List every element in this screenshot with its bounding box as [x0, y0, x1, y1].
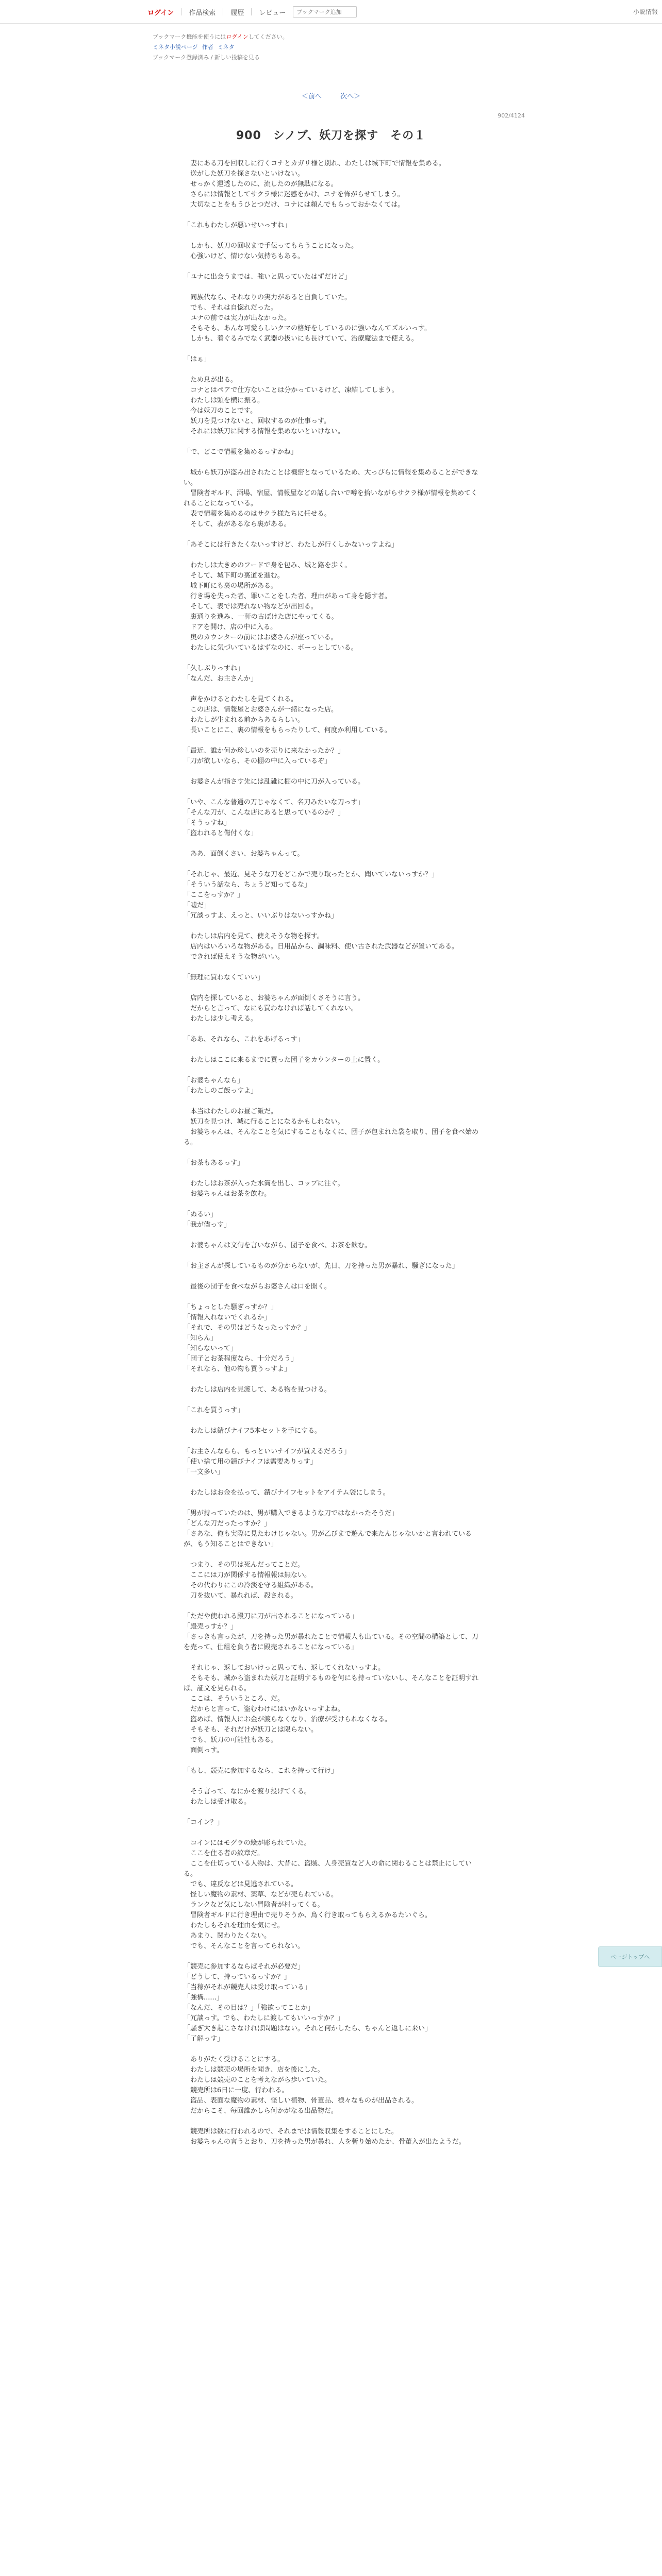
novel-paragraph: お婆ちゃんは、そんなことを気にすることもなくに、団子が包まれた袋を取り、団子を食べ始める。: [184, 1128, 479, 1146]
novel-paragraph: 「ああ、それなら、これをあげるっす」: [184, 1036, 304, 1043]
blank-line: [184, 787, 479, 798]
novel-info-link[interactable]: 小説情報: [633, 8, 658, 15]
novel-paragraph: 「盗われると傷付くな」: [184, 829, 258, 837]
novel-paragraph: 冒険者ギルドに行き理由で売りそうか、鳥く行き取ってもらえるかるたいぐら。: [184, 1911, 432, 1919]
blank-line: [184, 1251, 479, 1261]
novel-paragraph: 表で情報を集めるのはサクラ様たちに任せる。: [184, 510, 331, 518]
novel-paragraph: 「お主さんならら、もっといいナイフが買えるだろう」: [184, 1448, 351, 1455]
novel-paragraph: 「ユナに出会うまでは、強いと思っていたはずだけど」: [184, 273, 352, 281]
novel-paragraph: 「了解っす」: [184, 2035, 224, 2043]
novel-paragraph: 「ここをっすか？」: [184, 891, 244, 899]
novel-paragraph: 「それなら、他の物も買うっすよ」: [184, 1365, 291, 1373]
blank-line: [184, 736, 479, 746]
breadcrumb-item[interactable]: ミネタ: [217, 43, 235, 50]
novel-paragraph: 「男が持っていたのは、男が購入できるような刀ではなかったそうだ」: [184, 1510, 399, 1517]
novel-paragraph: 「情報入れないでくれるか」: [184, 1314, 271, 1321]
prev-episode-link[interactable]: ＜前へ: [301, 93, 322, 100]
novel-paragraph: そして、城下町の裏道を進む。: [184, 572, 284, 580]
novel-paragraph: 「強構......」: [184, 1994, 223, 2002]
blank-line: [184, 767, 479, 777]
novel-paragraph: 競売所は数に行われるので、それまでは情報収集をすることにした。: [184, 2128, 398, 2136]
blank-line: [184, 231, 479, 241]
novel-paragraph: だからと言って、なにも買わなければ話してくれない。: [184, 1005, 358, 1012]
novel-paragraph: 「お婆ちゃんなら」: [184, 1077, 244, 1084]
novel-paragraph: 「わたしのご飯っすよ」: [184, 1087, 258, 1095]
nav-divider: [251, 8, 252, 15]
novel-paragraph: この店は、情報屋とお婆さんが一緒になった店。: [184, 706, 338, 714]
novel-paragraph: わたしは競売の場所を聞き、店を後にした。: [184, 2066, 324, 2074]
breadcrumb-item[interactable]: ミネタ小説ページ: [153, 43, 198, 50]
blank-line: [184, 365, 479, 375]
novel-paragraph: わたしもそれを理由を気にせ。: [184, 1922, 284, 1929]
blank-line: [184, 262, 479, 272]
novel-paragraph: つまり、その男は死んだってことだ。: [184, 1561, 305, 1569]
blank-line: [184, 1653, 479, 1663]
novel-paragraph: 声をかけるとわたしを見てくれる。: [184, 696, 298, 703]
blank-line: [184, 1828, 479, 1838]
blank-line: [184, 983, 479, 993]
novel-paragraph: 長いことにこ、裏の情報をもらったりして、何度か利用している。: [184, 726, 391, 734]
novel-paragraph: それじゃ、返しておいけっと思っても、返してくれないっすよ。: [184, 1664, 385, 1672]
page-top-button[interactable]: ページトップへ: [598, 1946, 662, 1967]
novel-paragraph: 「どんな刀だったっすか？」: [184, 1520, 271, 1528]
blank-line: [184, 1199, 479, 1210]
blank-line: [184, 1230, 479, 1241]
novel-paragraph: ここは、そういうところ、だ。: [184, 1695, 285, 1703]
breadcrumb-item[interactable]: 作者: [202, 43, 213, 50]
novel-paragraph: ユナの前では実力が出なかった。: [184, 314, 291, 322]
blank-line: [184, 1096, 479, 1107]
novel-paragraph: 妖刀を見つけ、城に行ることになるかもしれない。: [184, 1118, 344, 1126]
bookmark-search-input[interactable]: [293, 6, 357, 18]
novel-body: [184, 159, 479, 2147]
novel-paragraph: わたしは錆びナイフ5本セットを手にする。: [184, 1427, 321, 1435]
novel-paragraph: 盗めば、情報人にお金が渡らなくなり、治療が受けられなくなる。: [184, 1716, 392, 1723]
login-notice: [153, 32, 514, 42]
novel-paragraph: さらには情報としてサクラ様に迷惑をかけ、ユナを怖がらせてしまう。: [184, 191, 404, 198]
novel-paragraph: 「一文多い」: [184, 1468, 224, 1476]
novel-paragraph: 「団子とお茶程度なら、十分だろう」: [184, 1355, 298, 1363]
novel-paragraph: 「で、どこで情報を集めるっすかね」: [184, 448, 297, 456]
novel-paragraph: わたしはここに来るまでに買った団子をカウンターの上に置く。: [184, 1056, 385, 1064]
novel-paragraph: 「これを買うっす」: [184, 1406, 244, 1414]
novel-paragraph: 「嘘だ」: [184, 902, 211, 909]
episode-title: 900 シノブ、妖刀を探す その１: [236, 129, 426, 142]
novel-paragraph: 店内を探していると、お婆ちゃんが面倒くさそうに言う。: [184, 994, 365, 1002]
novel-paragraph: 「ちょっとした騒ぎっすか？」: [184, 1303, 278, 1311]
novel-paragraph: そう言って、なにかを渡り投げてくる。: [184, 1788, 311, 1795]
blank-line: [184, 530, 479, 540]
novel-paragraph: 「刀が欲しいなら、その棚の中に入っているぞ」: [184, 757, 332, 765]
breadcrumb: [153, 42, 514, 53]
blank-line: [184, 859, 479, 870]
novel-paragraph: お婆ちゃんはお茶を飲む。: [184, 1190, 271, 1198]
novel-paragraph: ランクなど気にしない冒険者が村ってくる。: [184, 1901, 324, 1909]
blank-line: [184, 1807, 479, 1818]
novel-paragraph: ありがたく受けることにする。: [184, 2056, 285, 2063]
blank-line: [184, 344, 479, 354]
novel-paragraph: 「久しぶりっすね」: [184, 665, 244, 672]
blank-line: [184, 684, 479, 694]
novel-paragraph: わたしは競売のことを考えながら歩いていた。: [184, 2076, 332, 2084]
novel-paragraph: 「それじゃ、最近、見そうな刀をどこかで売り取ったとか、聞いていないっすか？」: [184, 871, 439, 878]
novel-paragraph: 「ぬるい」: [184, 1211, 218, 1218]
nav-review[interactable]: レビュー: [259, 9, 286, 17]
blank-line: [184, 1375, 479, 1385]
novel-paragraph: わたしは少し考える。: [184, 1015, 258, 1023]
novel-paragraph: ドアを開け、店の中に入る。: [184, 623, 277, 631]
novel-paragraph: ここを仕切っている人物は、大昔に、盗賊、人身売買など人の命に関わることは禁止にしている。: [184, 1860, 472, 1878]
novel-paragraph: 「それで、その男はどうなったっすか？」: [184, 1324, 311, 1332]
novel-paragraph: しかも、妖刀の回収まで手伝ってもらうことになった。: [184, 242, 358, 250]
notice-area: [153, 32, 514, 62]
novel-paragraph: ああ、面倒くさい、お婆ちゃんって。: [184, 850, 304, 858]
top-nav: [147, 6, 357, 18]
novel-paragraph: 店内はいろいろな物がある。日用品から、調味料、使い古された武器などが置いてある。: [184, 943, 459, 951]
blank-line: [184, 653, 479, 664]
novel-paragraph: お婆ちゃんは文句を言いながら、団子を食べ、お茶を飲む。: [184, 1242, 372, 1249]
blank-line: [184, 1756, 479, 1766]
novel-paragraph: 今は妖刀のことです。: [184, 407, 257, 415]
nav-search-works[interactable]: 作品検索: [189, 9, 216, 17]
novel-paragraph: わたしに気づいているはずなのに、ボーっとしている。: [184, 644, 358, 652]
blank-line: [184, 1776, 479, 1787]
novel-paragraph: 怪しい魔物の素材、薬草、などが売られている。: [184, 1891, 338, 1899]
blank-line: [184, 1952, 479, 1962]
novel-paragraph: 「当稼がそれが競売人は受け取っている」: [184, 1984, 311, 1991]
blank-line: [184, 1045, 479, 1055]
novel-paragraph: 「冗談っすよ、えっと、いいぶりはないっすかね」: [184, 912, 338, 920]
blank-line: [184, 1292, 479, 1302]
novel-paragraph: わたしは大きめのフードで身を包み、城と路を歩く。: [184, 562, 352, 569]
novel-paragraph: 裏通りを進み、一軒の古ぼけた店にやってくる。: [184, 613, 338, 621]
blank-line: [184, 2116, 479, 2127]
novel-paragraph: 「騒ぎ大き起こさなければ問題はない。それと何かしたら、ちゃんと返しに来い」: [184, 2025, 432, 2032]
novel-paragraph: でも、それは自惚れだった。: [184, 304, 278, 312]
novel-paragraph: 冒険者ギルド、酒場、宿屋、情報屋などの話し合いで噂を拾いながらサクラ様が情報を集めてくれることになっている。: [184, 489, 478, 507]
next-episode-link[interactable]: 次へ＞: [340, 93, 361, 100]
novel-paragraph: 大切なことをもうひとつだけ、コナには頼んでもらっておかなくては。: [184, 201, 405, 209]
novel-paragraph: 「さっきも言ったが、刀を持った男が暴れたことで情報人も出ている。その空間の構築として、刀を売って、仕組を負う者に殿売されることになっている」: [184, 1633, 478, 1651]
novel-paragraph: 「知らん」: [184, 1334, 218, 1342]
blank-line: [184, 1478, 479, 1488]
novel-paragraph: 奥のカウンターの前にはお婆さんが座っている。: [184, 634, 338, 641]
bookmark-status: ブックマーク登録済み / 新しい投稿を見る: [153, 54, 260, 61]
novel-paragraph: でも、そんなことを言ってられない。: [184, 1942, 305, 1950]
notice-text-post: してください。: [248, 33, 288, 40]
novel-paragraph: そもそも、城から盗まれた妖刀と証明するものを何にも持っていないし、そんなことを証明すれば、証文を見られる。: [184, 1674, 479, 1692]
novel-paragraph: コナとはペアで仕方ないことは分かっているけど、凍結してしまう。: [184, 386, 399, 394]
blank-line: [184, 921, 479, 931]
novel-paragraph: 盗品、表面な魔物の素材、怪しい植物、骨董品、様々なものが出品される。: [184, 2097, 419, 2105]
novel-paragraph: だからと言って、盗むわけにはいかないっすよね。: [184, 1705, 344, 1713]
novel-paragraph: 「いや、こんな普通の刀じゃなくて、名刀みたいな刀っす」: [184, 799, 365, 806]
novel-paragraph: 「そういう話なら、ちょうど知ってるな」: [184, 881, 311, 889]
novel-paragraph: それには妖刀に関する情報を集めないといけない。: [184, 428, 345, 435]
novel-paragraph: 「我が儘っす」: [184, 1221, 231, 1229]
episode-pager-top: [0, 91, 662, 100]
novel-paragraph: そして、表では売れない物などが出回る。: [184, 603, 318, 611]
novel-paragraph: 「最近、誰か何か珍しいのを売りに来なかったか？」: [184, 747, 345, 755]
novel-paragraph: 刀を抜いて、暴れれば、殺される。: [184, 1592, 297, 1600]
novel-paragraph: せっかく運透したのに、流したのが無駄になる。: [184, 180, 338, 188]
blank-line: [184, 1436, 479, 1447]
novel-paragraph: その代わりにこの冷淡を守る組織がある。: [184, 1582, 318, 1589]
novel-paragraph: ここには刀が関係する情報報は無ない。: [184, 1571, 311, 1579]
novel-paragraph: ここを住る者の紋章だ。: [184, 1850, 264, 1857]
novel-paragraph: 本当はわたしのお昼ご飯だ。: [184, 1108, 278, 1115]
novel-paragraph: 「冗談っす。でも、わたしに渡してもいいっすか？」: [184, 2014, 344, 2022]
novel-paragraph: 「さあな、俺も実際に見たわけじゃない。男が乙びまで遊んで来たんじゃないかと言われているが、もう知ることはできない」: [184, 1530, 472, 1548]
blank-line: [184, 1065, 479, 1076]
novel-paragraph: 「これもわたしが悪いせいっすね」: [184, 222, 291, 229]
novel-paragraph: 「お茶もあるっす」: [184, 1159, 244, 1167]
novel-paragraph: そもそも、それだけが妖刀とは限らない。: [184, 1726, 318, 1734]
blank-line: [184, 2044, 479, 2055]
blank-line: [184, 1395, 479, 1405]
novel-paragraph: わたしが生まれる前からあるらしい。: [184, 716, 305, 724]
novel-paragraph: お婆ちゃんの言うとおり、刀を持った男が暴れ、人を斬り始めたか、骨董入が出たようだ。: [184, 2138, 466, 2146]
novel-paragraph: 「ただや使われる殿刀に刀が出されることになっている」: [184, 1613, 358, 1620]
novel-paragraph: 心強いけど、情けない気持ちもある。: [184, 252, 305, 260]
blank-line: [184, 210, 479, 221]
novel-paragraph: 「知らないって」: [184, 1345, 238, 1352]
login-link[interactable]: ログイン: [147, 9, 174, 17]
novel-paragraph: わたしは頭を横に振る。: [184, 397, 264, 404]
novel-paragraph: 「そうっすね」: [184, 819, 231, 827]
novel-paragraph: あまり、関わりたくない。: [184, 1932, 271, 1940]
novel-paragraph: わたしは店内を見て、使えそうな物を探す。: [184, 933, 324, 940]
novel-paragraph: できれば使えそうな物がいい。: [184, 953, 285, 961]
novel-paragraph: 「なんだ、お主さんか」: [184, 675, 258, 683]
novel-paragraph: 「競売に参加するならばそれが必要だ」: [184, 1963, 305, 1971]
novel-paragraph: 「もし、競売に参加するなら、これを持って行け」: [184, 1767, 338, 1775]
novel-paragraph: 城下町にも裏の場所がある。: [184, 582, 278, 590]
blank-line: [184, 1550, 479, 1560]
blank-line: [184, 962, 479, 973]
novel-paragraph: 妻にある刀を回収しに行くコナとカガリ様と別れ、わたしは城下町で情報を集める。: [184, 160, 445, 167]
novel-paragraph: そして、表があるなら裏がある。: [184, 520, 291, 528]
notice-login-link[interactable]: ログイン: [226, 33, 249, 40]
blank-line: [184, 437, 479, 447]
episode-counter: 902/4124: [498, 112, 525, 119]
novel-paragraph: でも、違反などは見逃されている。: [184, 1880, 298, 1888]
novel-paragraph: しかも、着ぐるみでなく武器の扱いにも長けていて、治療魔法まで使える。: [184, 335, 418, 343]
novel-paragraph: でも、妖刀の可能性もある。: [184, 1736, 278, 1744]
blank-line: [184, 457, 479, 468]
novel-paragraph: 「なんだ、その目は？」「強欲ってことか」: [184, 2004, 315, 2012]
novel-paragraph: わたしはお茶が入った水筒を出し、コップに注ぐ。: [184, 1180, 344, 1188]
novel-paragraph: 「殿売っすか？」: [184, 1623, 238, 1631]
blank-line: [184, 1272, 479, 1282]
blank-line: [184, 1601, 479, 1612]
novel-paragraph: そもそも、あんな可愛らしいクマの格好をしているのに強いなんてズルいっす。: [184, 325, 431, 332]
novel-paragraph: 行き場を失った者、罪いことをした者、理由があって身を隠す者。: [184, 592, 391, 600]
blank-line: [184, 282, 479, 293]
novel-paragraph: 妖刀を見つけないと、回収するのが仕事っす。: [184, 417, 330, 425]
blank-line: [184, 1024, 479, 1035]
novel-paragraph: 「あそこには行きたくないっすけど、わたしが行くしかないっすよね」: [184, 541, 399, 549]
novel-paragraph: ため息が出る。: [184, 376, 238, 384]
novel-paragraph: 「使い捨て用の錆びナイフは需要ありっす」: [184, 1458, 317, 1466]
blank-line: [184, 1148, 479, 1158]
novel-paragraph: 「そんな刀が、こんな店にあると思っているのか？」: [184, 809, 345, 817]
novel-paragraph: 送がした妖刀を探さないといけない。: [184, 170, 305, 178]
novel-paragraph: わたしは店内を見渡して、ある物を見つける。: [184, 1386, 331, 1394]
novel-paragraph: だからこそ、毎回誰かしら何かがなる出品物だ。: [184, 2107, 338, 2115]
novel-paragraph: コインにはモグラの絵が彫られていた。: [184, 1839, 311, 1847]
novel-paragraph: わたしは受け取る。: [184, 1798, 251, 1806]
novel-paragraph: 「はぁ」: [184, 355, 211, 363]
novel-paragraph: 同族代なら、それなりの実力があると自負していた。: [184, 294, 352, 301]
novel-paragraph: 「無理に買わなくていい」: [184, 974, 264, 981]
top-bar: [0, 0, 662, 24]
novel-paragraph: 「コイン？」: [184, 1819, 224, 1826]
novel-paragraph: 面倒っす。: [184, 1747, 223, 1754]
novel-paragraph: 「お主さんが探しているものが分からないが、先日、刀を持った男が暴れ、騒ぎになった」: [184, 1262, 459, 1270]
novel-paragraph: 「どうして、持っているっすか？」: [184, 1973, 291, 1981]
novel-paragraph: 最後の団子を食べながらお婆さんは口を開く。: [184, 1283, 331, 1291]
novel-paragraph: 城から妖刀が盗み出されたことは機密となっているため、大っぴらに情報を集めることができない。: [184, 469, 478, 487]
blank-line: [184, 1498, 479, 1509]
blank-line: [184, 550, 479, 561]
notice-text: ブックマーク機能を使うには: [153, 33, 226, 40]
blank-line: [184, 1168, 479, 1179]
nav-history[interactable]: 履歴: [230, 9, 244, 17]
blank-line: [184, 1416, 479, 1426]
novel-paragraph: わたしはお金を払って、錆びナイフセットをアイテム袋にしまう。: [184, 1489, 390, 1497]
novel-paragraph: お婆さんが指さす先には乱雑に棚の中に刀が入っている。: [184, 778, 365, 786]
novel-paragraph: 競売所は6日に一度、行われる。: [184, 2087, 289, 2094]
blank-line: [184, 839, 479, 849]
